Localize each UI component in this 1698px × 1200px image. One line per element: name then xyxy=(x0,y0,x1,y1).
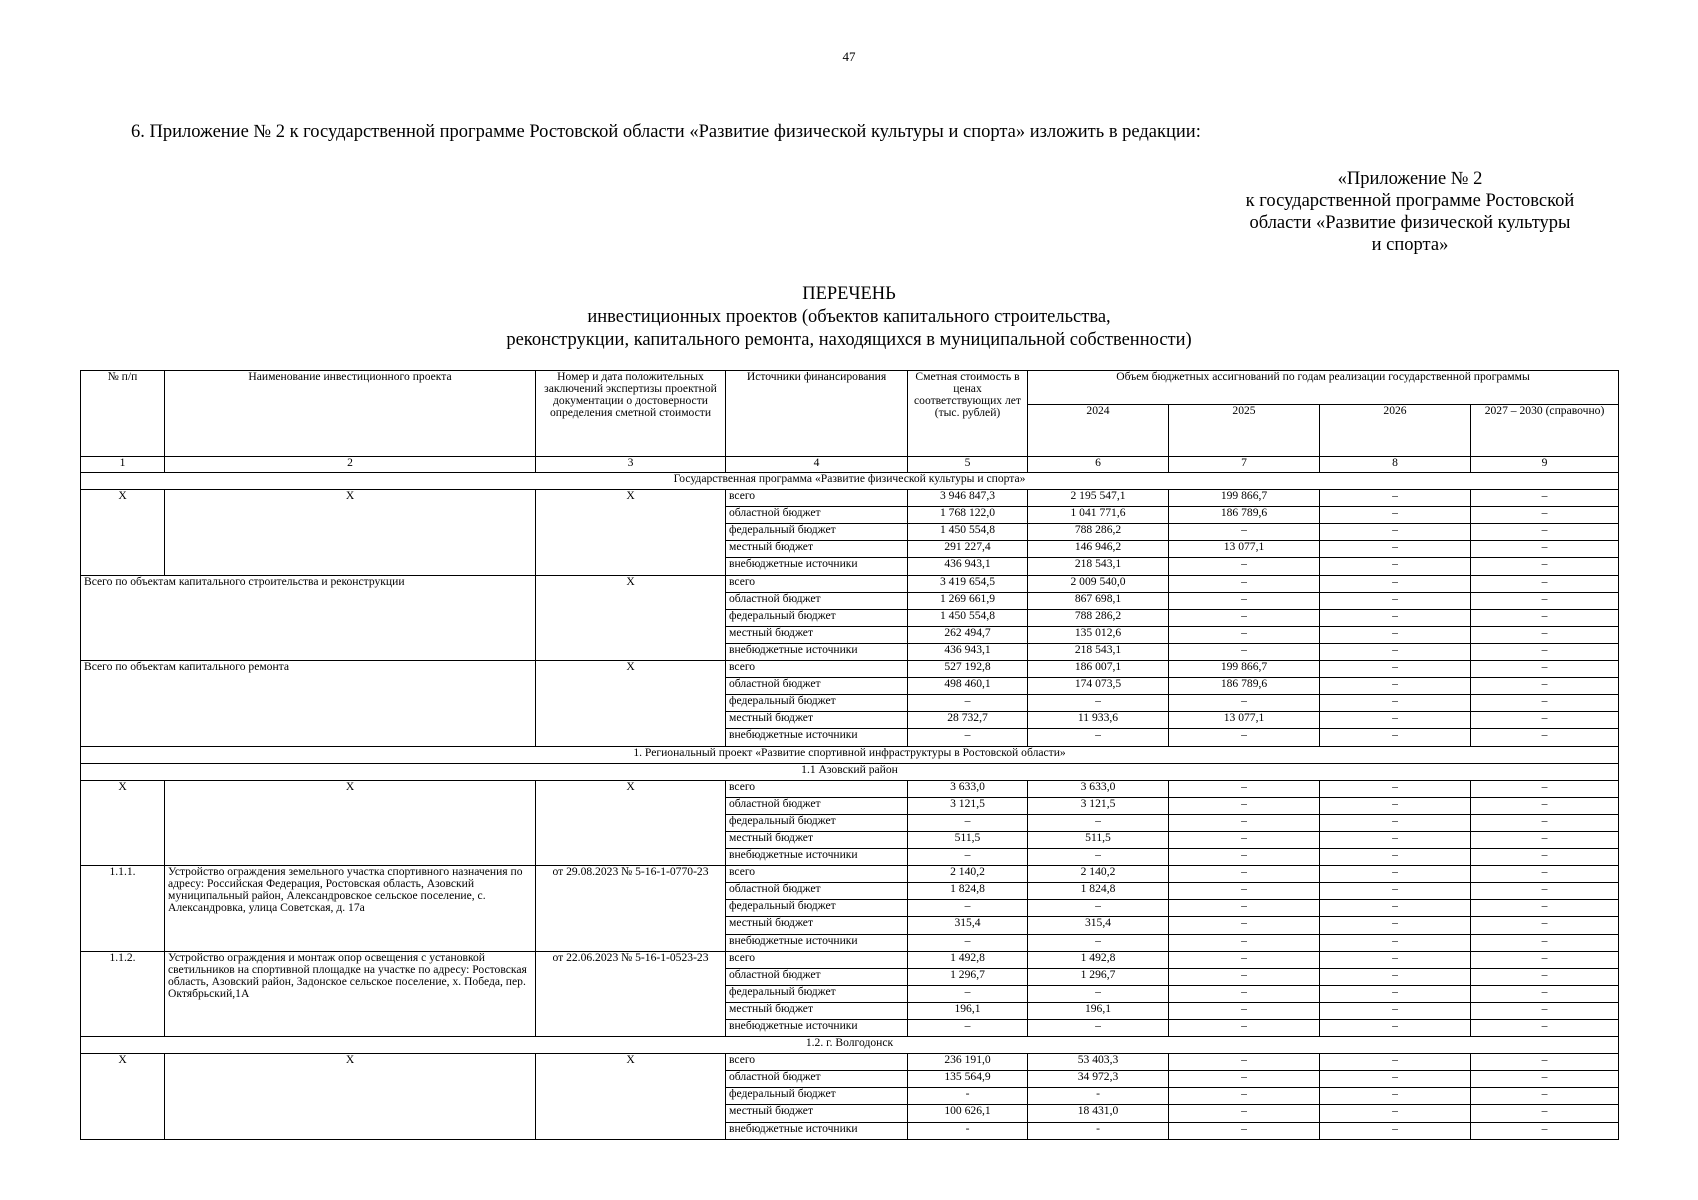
budget-2027-2030: – xyxy=(1471,592,1619,609)
estimated-cost: - xyxy=(908,1122,1028,1139)
budget-2024: – xyxy=(1028,729,1169,746)
budget-2024: 218 543,1 xyxy=(1028,558,1169,575)
budget-2027-2030: – xyxy=(1471,1105,1619,1122)
section-heading: 1. Региональный проект «Развитие спортивной инфраструктуры в Ростовской области» xyxy=(81,746,1619,763)
project-number: 1.1.1. xyxy=(81,866,165,951)
budget-2026: – xyxy=(1320,1122,1471,1139)
budget-2024: 11 933,6 xyxy=(1028,712,1169,729)
budget-2026: – xyxy=(1320,1071,1471,1088)
budget-2025: – xyxy=(1169,900,1320,917)
budget-2026: – xyxy=(1320,643,1471,660)
header-year: 2027 – 2030 (справочно) xyxy=(1471,405,1619,457)
budget-2024: 867 698,1 xyxy=(1028,592,1169,609)
budget-2026: – xyxy=(1320,541,1471,558)
estimated-cost: 2 140,2 xyxy=(908,866,1028,883)
column-number: 3 xyxy=(536,457,726,473)
budget-2024: 196,1 xyxy=(1028,1002,1169,1019)
budget-2024: – xyxy=(1028,814,1169,831)
funding-source: местный бюджет xyxy=(726,626,908,643)
budget-2025: – xyxy=(1169,626,1320,643)
funding-source: областной бюджет xyxy=(726,968,908,985)
estimated-cost: 3 121,5 xyxy=(908,797,1028,814)
budget-2024: 34 972,3 xyxy=(1028,1071,1169,1088)
column-number: 6 xyxy=(1028,457,1169,473)
budget-2027-2030: – xyxy=(1471,917,1619,934)
budget-2024: 511,5 xyxy=(1028,831,1169,848)
title-line: реконструкции, капитального ремонта, находящихся в муниципальной собственности) xyxy=(506,330,1192,350)
budget-2024: 788 286,2 xyxy=(1028,609,1169,626)
budget-2026: – xyxy=(1320,883,1471,900)
budget-2027-2030: – xyxy=(1471,712,1619,729)
expertise-conclusion: X xyxy=(536,575,726,660)
budget-2024: 3 633,0 xyxy=(1028,780,1169,797)
budget-2026: – xyxy=(1320,985,1471,1002)
budget-2025: – xyxy=(1169,1105,1320,1122)
budget-2027-2030: – xyxy=(1471,1054,1619,1071)
budget-2025: 199 866,7 xyxy=(1169,661,1320,678)
estimated-cost: 1 824,8 xyxy=(908,883,1028,900)
budget-2027-2030: – xyxy=(1471,524,1619,541)
budget-2026: – xyxy=(1320,609,1471,626)
estimated-cost: 315,4 xyxy=(908,917,1028,934)
funding-source: внебюджетные источники xyxy=(726,643,908,660)
funding-source: областной бюджет xyxy=(726,1071,908,1088)
budget-2024: - xyxy=(1028,1122,1169,1139)
budget-2027-2030: – xyxy=(1471,780,1619,797)
funding-source: федеральный бюджет xyxy=(726,814,908,831)
budget-2027-2030: – xyxy=(1471,695,1619,712)
expertise-conclusion: X xyxy=(536,780,726,865)
estimated-cost: 135 564,9 xyxy=(908,1071,1028,1088)
funding-source: внебюджетные источники xyxy=(726,1122,908,1139)
budget-2026: – xyxy=(1320,1002,1471,1019)
budget-2025: – xyxy=(1169,575,1320,592)
budget-2027-2030: – xyxy=(1471,729,1619,746)
budget-2025: – xyxy=(1169,883,1320,900)
budget-2026: – xyxy=(1320,592,1471,609)
budget-2025: – xyxy=(1169,1122,1320,1139)
budget-2024: – xyxy=(1028,1020,1169,1037)
budget-2027-2030: – xyxy=(1471,507,1619,524)
page-number: 47 xyxy=(842,49,856,64)
budget-2026: – xyxy=(1320,866,1471,883)
budget-2026: – xyxy=(1320,712,1471,729)
header-name: Наименование инвестиционного проекта xyxy=(165,371,536,457)
funding-source: внебюджетные источники xyxy=(726,1020,908,1037)
budget-2024: 186 007,1 xyxy=(1028,661,1169,678)
budget-2024: – xyxy=(1028,934,1169,951)
funding-source: местный бюджет xyxy=(726,917,908,934)
funding-source: местный бюджет xyxy=(726,1002,908,1019)
budget-2025: – xyxy=(1169,1020,1320,1037)
budget-2024: – xyxy=(1028,900,1169,917)
budget-2025: – xyxy=(1169,797,1320,814)
section-heading-row xyxy=(81,1037,1619,1054)
column-number: 2 xyxy=(165,457,536,473)
budget-2025: – xyxy=(1169,780,1320,797)
estimated-cost: 236 191,0 xyxy=(908,1054,1028,1071)
funding-source: всего xyxy=(726,951,908,968)
budget-2026: – xyxy=(1320,1020,1471,1037)
funding-source: внебюджетные источники xyxy=(726,558,908,575)
budget-2025: 13 077,1 xyxy=(1169,541,1320,558)
estimated-cost: 196,1 xyxy=(908,1002,1028,1019)
header-cost: Сметная стоимость в ценах соответствующих лет (тыс. рублей) xyxy=(908,371,1028,457)
budget-2024: 146 946,2 xyxy=(1028,541,1169,558)
budget-2024: 1 492,8 xyxy=(1028,951,1169,968)
estimated-cost: 1 492,8 xyxy=(908,951,1028,968)
budget-2027-2030: – xyxy=(1471,678,1619,695)
header-year: 2026 xyxy=(1320,405,1471,457)
estimated-cost: – xyxy=(908,729,1028,746)
funding-source: внебюджетные источники xyxy=(726,934,908,951)
budget-2025: 186 789,6 xyxy=(1169,507,1320,524)
title-line: инвестиционных проектов (объектов капитального строительства, xyxy=(587,307,1111,327)
budget-2026: – xyxy=(1320,849,1471,866)
budget-2024: 2 195 547,1 xyxy=(1028,490,1169,507)
budget-2024: - xyxy=(1028,1088,1169,1105)
header-num: № п/п xyxy=(81,371,165,457)
project-name: Устройство ограждения земельного участка спортивного назначения по адресу: Российская Федерация, Ростовская область, Азовский муниципальный район, Александровское сельское поселение, с. Александровка, улица Советская, д. 17а xyxy=(165,866,536,951)
column-number: 9 xyxy=(1471,457,1619,473)
funding-source: всего xyxy=(726,661,908,678)
intro-paragraph: 6. Приложение № 2 к государственной программе Ростовской области «Развитие физической культуры и спорта» изложить в редакции: xyxy=(131,122,1201,142)
header-year: 2024 xyxy=(1028,405,1169,457)
budget-2027-2030: – xyxy=(1471,866,1619,883)
funding-source: местный бюджет xyxy=(726,541,908,558)
table-row xyxy=(81,951,1619,968)
budget-2027-2030: – xyxy=(1471,849,1619,866)
budget-2027-2030: – xyxy=(1471,1020,1619,1037)
estimated-cost: – xyxy=(908,814,1028,831)
appendix-line: области «Развитие физической культуры xyxy=(1249,213,1571,233)
budget-2026: – xyxy=(1320,678,1471,695)
budget-2027-2030: – xyxy=(1471,1088,1619,1105)
budget-2027-2030: – xyxy=(1471,558,1619,575)
budget-2027-2030: – xyxy=(1471,883,1619,900)
budget-2027-2030: – xyxy=(1471,797,1619,814)
budget-2025: – xyxy=(1169,592,1320,609)
budget-2025: – xyxy=(1169,1054,1320,1071)
budget-2027-2030: – xyxy=(1471,609,1619,626)
header-budget-group: Объем бюджетных ассигнований по годам реализации государственной программы xyxy=(1028,371,1619,405)
expertise-conclusion: от 29.08.2023 № 5-16-1-0770-23 xyxy=(536,866,726,951)
table-row xyxy=(81,490,1619,507)
funding-source: областной бюджет xyxy=(726,507,908,524)
funding-source: федеральный бюджет xyxy=(726,985,908,1002)
budget-2024: 1 824,8 xyxy=(1028,883,1169,900)
appendix-header xyxy=(1200,168,1620,256)
budget-2024: 2 140,2 xyxy=(1028,866,1169,883)
budget-2026: – xyxy=(1320,797,1471,814)
budget-2024: 315,4 xyxy=(1028,917,1169,934)
table-row xyxy=(81,866,1619,883)
project-number: X xyxy=(81,780,165,865)
budget-2024: 2 009 540,0 xyxy=(1028,575,1169,592)
funding-source: федеральный бюджет xyxy=(726,609,908,626)
funding-source: всего xyxy=(726,490,908,507)
project-number: 1.1.2. xyxy=(81,951,165,1036)
project-name: X xyxy=(165,490,536,575)
funding-source: всего xyxy=(726,780,908,797)
budget-2025: – xyxy=(1169,695,1320,712)
appendix-line: и спорта» xyxy=(1371,235,1449,255)
budget-2025: – xyxy=(1169,968,1320,985)
budget-2026: – xyxy=(1320,1088,1471,1105)
budget-2025: – xyxy=(1169,1071,1320,1088)
project-number: X xyxy=(81,1054,165,1139)
budget-2026: – xyxy=(1320,968,1471,985)
estimated-cost: 1 450 554,8 xyxy=(908,609,1028,626)
budget-2026: – xyxy=(1320,490,1471,507)
budget-2025: – xyxy=(1169,814,1320,831)
funding-source: федеральный бюджет xyxy=(726,900,908,917)
budget-2026: – xyxy=(1320,1054,1471,1071)
section-heading-row xyxy=(81,473,1619,490)
header-sources: Источники финансирования xyxy=(726,371,908,457)
estimated-cost: 3 633,0 xyxy=(908,780,1028,797)
project-name: X xyxy=(165,1054,536,1139)
expertise-conclusion: X xyxy=(536,661,726,746)
estimated-cost: 262 494,7 xyxy=(908,626,1028,643)
budget-2025: – xyxy=(1169,558,1320,575)
section-heading: Государственная программа «Развитие физической культуры и спорта» xyxy=(81,473,1619,490)
budget-2027-2030: – xyxy=(1471,814,1619,831)
budget-2024: 1 296,7 xyxy=(1028,968,1169,985)
budget-2025: – xyxy=(1169,524,1320,541)
column-number: 5 xyxy=(908,457,1028,473)
estimated-cost: 1 768 122,0 xyxy=(908,507,1028,524)
table-row xyxy=(81,1054,1619,1071)
estimated-cost: 1 450 554,8 xyxy=(908,524,1028,541)
funding-source: местный бюджет xyxy=(726,712,908,729)
budget-2025: – xyxy=(1169,985,1320,1002)
budget-2027-2030: – xyxy=(1471,1002,1619,1019)
budget-2026: – xyxy=(1320,934,1471,951)
funding-source: областной бюджет xyxy=(726,678,908,695)
appendix-line: к государственной программе Ростовской xyxy=(1245,191,1575,211)
budget-2025: – xyxy=(1169,729,1320,746)
estimated-cost: 3 419 654,5 xyxy=(908,575,1028,592)
column-number: 1 xyxy=(81,457,165,473)
budget-2024: 18 431,0 xyxy=(1028,1105,1169,1122)
budget-2027-2030: – xyxy=(1471,490,1619,507)
budget-2027-2030: – xyxy=(1471,968,1619,985)
section-heading: 1.1 Азовский район xyxy=(81,763,1619,780)
funding-source: федеральный бюджет xyxy=(726,1088,908,1105)
budget-2027-2030: – xyxy=(1471,541,1619,558)
appendix-line: «Приложение № 2 xyxy=(1337,169,1483,189)
column-number: 4 xyxy=(726,457,908,473)
budget-2025: – xyxy=(1169,831,1320,848)
budget-2027-2030: – xyxy=(1471,575,1619,592)
budget-2024: – xyxy=(1028,985,1169,1002)
section-heading-row xyxy=(81,746,1619,763)
column-number: 7 xyxy=(1169,457,1320,473)
budget-2026: – xyxy=(1320,661,1471,678)
budget-2027-2030: – xyxy=(1471,1071,1619,1088)
estimated-cost: 1 269 661,9 xyxy=(908,592,1028,609)
funding-source: внебюджетные источники xyxy=(726,729,908,746)
budget-2027-2030: – xyxy=(1471,985,1619,1002)
budget-2025: 13 077,1 xyxy=(1169,712,1320,729)
budget-2026: – xyxy=(1320,575,1471,592)
funding-source: местный бюджет xyxy=(726,1105,908,1122)
estimated-cost: 291 227,4 xyxy=(908,541,1028,558)
budget-2026: – xyxy=(1320,507,1471,524)
budget-2025: – xyxy=(1169,1002,1320,1019)
budget-2024: 53 403,3 xyxy=(1028,1054,1169,1071)
estimated-cost: – xyxy=(908,849,1028,866)
expertise-conclusion: X xyxy=(536,1054,726,1139)
budget-2025: – xyxy=(1169,609,1320,626)
column-number: 8 xyxy=(1320,457,1471,473)
budget-2025: 199 866,7 xyxy=(1169,490,1320,507)
budget-2027-2030: – xyxy=(1471,831,1619,848)
funding-source: федеральный бюджет xyxy=(726,695,908,712)
budget-2026: – xyxy=(1320,1105,1471,1122)
budget-2024: – xyxy=(1028,695,1169,712)
budget-2026: – xyxy=(1320,626,1471,643)
funding-source: местный бюджет xyxy=(726,831,908,848)
header-year: 2025 xyxy=(1169,405,1320,457)
estimated-cost: 28 732,7 xyxy=(908,712,1028,729)
header-expertise: Номер и дата положительных заключений экспертизы проектной документации о достоверности определения сметной стоимости xyxy=(536,371,726,457)
budget-2027-2030: – xyxy=(1471,951,1619,968)
budget-2025: – xyxy=(1169,951,1320,968)
estimated-cost: 100 626,1 xyxy=(908,1105,1028,1122)
budget-2027-2030: – xyxy=(1471,626,1619,643)
budget-2026: – xyxy=(1320,695,1471,712)
investment-projects-table xyxy=(80,370,1619,1140)
budget-2026: – xyxy=(1320,831,1471,848)
project-name: Устройство ограждения и монтаж опор освещения с установкой светильников на спортивной площадке на участке по адресу: Ростовская область, Азовский район, Задонское сельское поселение, х. Победа, пер. Октябрьский,1А xyxy=(165,951,536,1036)
budget-2024: 3 121,5 xyxy=(1028,797,1169,814)
estimated-cost: 511,5 xyxy=(908,831,1028,848)
funding-source: внебюджетные источники xyxy=(726,849,908,866)
document-title xyxy=(0,283,1698,352)
estimated-cost: - xyxy=(908,1088,1028,1105)
expertise-conclusion: X xyxy=(536,490,726,575)
budget-2027-2030: – xyxy=(1471,643,1619,660)
budget-2024: 788 286,2 xyxy=(1028,524,1169,541)
project-number: X xyxy=(81,490,165,575)
table-row xyxy=(81,780,1619,797)
budget-2024: – xyxy=(1028,849,1169,866)
section-heading-row xyxy=(81,763,1619,780)
budget-2026: – xyxy=(1320,814,1471,831)
budget-2027-2030: – xyxy=(1471,661,1619,678)
estimated-cost: – xyxy=(908,695,1028,712)
funding-source: всего xyxy=(726,1054,908,1071)
budget-2025: – xyxy=(1169,917,1320,934)
budget-2026: – xyxy=(1320,780,1471,797)
table-row xyxy=(81,661,1619,678)
budget-2027-2030: – xyxy=(1471,900,1619,917)
budget-2027-2030: – xyxy=(1471,934,1619,951)
budget-2025: – xyxy=(1169,1088,1320,1105)
budget-2024: 218 543,1 xyxy=(1028,643,1169,660)
budget-2026: – xyxy=(1320,951,1471,968)
funding-source: федеральный бюджет xyxy=(726,524,908,541)
budget-2025: – xyxy=(1169,849,1320,866)
estimated-cost: 436 943,1 xyxy=(908,558,1028,575)
summary-name: Всего по объектам капитального ремонта xyxy=(81,661,536,746)
summary-name: Всего по объектам капитального строительства и реконструкции xyxy=(81,575,536,660)
budget-2025: – xyxy=(1169,934,1320,951)
table-row xyxy=(81,575,1619,592)
estimated-cost: – xyxy=(908,934,1028,951)
estimated-cost: 1 296,7 xyxy=(908,968,1028,985)
budget-2025: – xyxy=(1169,643,1320,660)
budget-2026: – xyxy=(1320,900,1471,917)
funding-source: областной бюджет xyxy=(726,883,908,900)
budget-2026: – xyxy=(1320,524,1471,541)
estimated-cost: – xyxy=(908,985,1028,1002)
estimated-cost: – xyxy=(908,1020,1028,1037)
budget-2024: 1 041 771,6 xyxy=(1028,507,1169,524)
budget-2024: 135 012,6 xyxy=(1028,626,1169,643)
budget-2025: – xyxy=(1169,866,1320,883)
budget-2027-2030: – xyxy=(1471,1122,1619,1139)
funding-source: всего xyxy=(726,575,908,592)
budget-2024: 174 073,5 xyxy=(1028,678,1169,695)
budget-2026: – xyxy=(1320,558,1471,575)
estimated-cost: 436 943,1 xyxy=(908,643,1028,660)
project-name: X xyxy=(165,780,536,865)
expertise-conclusion: от 22.06.2023 № 5-16-1-0523-23 xyxy=(536,951,726,1036)
budget-2026: – xyxy=(1320,729,1471,746)
funding-source: всего xyxy=(726,866,908,883)
funding-source: областной бюджет xyxy=(726,592,908,609)
section-heading: 1.2. г. Волгодонск xyxy=(81,1037,1619,1054)
estimated-cost: 527 192,8 xyxy=(908,661,1028,678)
budget-2025: 186 789,6 xyxy=(1169,678,1320,695)
title-line: ПЕРЕЧЕНЬ xyxy=(802,284,896,304)
budget-2026: – xyxy=(1320,917,1471,934)
estimated-cost: – xyxy=(908,900,1028,917)
funding-source: областной бюджет xyxy=(726,797,908,814)
estimated-cost: 3 946 847,3 xyxy=(908,490,1028,507)
estimated-cost: 498 460,1 xyxy=(908,678,1028,695)
